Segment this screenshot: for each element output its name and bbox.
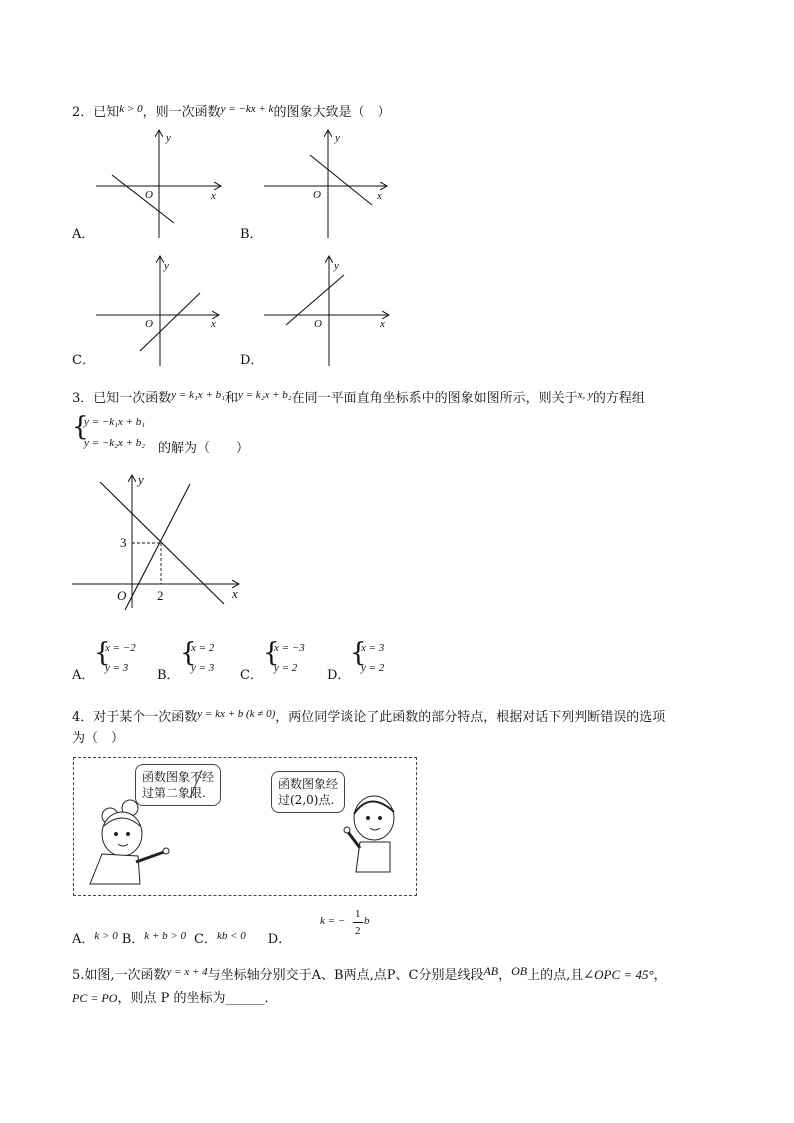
q3-vars: x, y bbox=[577, 389, 593, 401]
q5-condition: PC = PO bbox=[72, 991, 118, 1005]
q2-graph-d bbox=[258, 253, 398, 368]
q4-function: y = kx + b (k ≠ 0) bbox=[197, 708, 276, 720]
q2-option-d-label: D． bbox=[240, 353, 264, 368]
q5-line2 bbox=[72, 990, 277, 1007]
q2-option-b-label: B． bbox=[240, 227, 263, 242]
q2-b-x-label: x bbox=[377, 190, 382, 202]
q4-option-b-label: B． bbox=[121, 932, 145, 947]
q3-function-2: y = k₂x + b₂ bbox=[237, 389, 292, 401]
q2-graph-a bbox=[90, 125, 230, 240]
q3-option-b-line2: y = 3 bbox=[191, 662, 215, 674]
q3-option-a-brace: { bbox=[94, 638, 111, 668]
q4-option-d-lhs: k = − bbox=[320, 915, 346, 927]
q2-function: y = −kx + k bbox=[220, 103, 274, 115]
q2-graph-c bbox=[90, 253, 230, 368]
q3-system-eq1: y = −k₁x + b₁ bbox=[84, 416, 146, 428]
q3-system-eq2: y = −k₂x + b₂ bbox=[84, 437, 146, 449]
q2-b-y-label: y bbox=[335, 132, 340, 144]
q4-boy-speech-bubble bbox=[271, 771, 345, 813]
q4-option-a-label: A． bbox=[72, 932, 95, 947]
q2-text-c: 的图象大致是（ ） bbox=[273, 105, 391, 120]
q4-option-d-label: D． bbox=[267, 932, 292, 947]
q5-function: y = x + 4 bbox=[166, 966, 208, 978]
q4-option-c: kb < 0 bbox=[216, 930, 246, 942]
q5-line1 bbox=[72, 963, 667, 984]
q4-stem-line1 bbox=[72, 706, 665, 726]
q2-b-origin: O bbox=[313, 189, 321, 201]
q4-girl-line2: 过第二象限. bbox=[142, 786, 206, 800]
q2-c-origin: O bbox=[145, 318, 153, 330]
line-1 bbox=[100, 482, 224, 604]
q4-option-d-denominator: 2 bbox=[355, 925, 361, 937]
q5-angle: ∠OPC = 45° bbox=[583, 967, 654, 982]
q5-separator: ， bbox=[498, 968, 512, 983]
q4-option-d-rhs: b bbox=[364, 915, 370, 927]
q3-stem bbox=[72, 387, 645, 407]
q3-option-a-line1: x = −2 bbox=[105, 642, 136, 654]
q5-text-a: 5.如图,一次函数 bbox=[72, 968, 167, 983]
q3-option-d-line2: y = 2 bbox=[361, 662, 385, 674]
q3-number: 3． bbox=[72, 391, 94, 406]
q3-option-b-line1: x = 2 bbox=[191, 642, 215, 654]
q5-question: ，则点 P 的坐标为______． bbox=[117, 991, 278, 1006]
q4-option-d-numerator: 1 bbox=[355, 908, 361, 920]
q4-option-b: k + b > 0 bbox=[144, 930, 186, 942]
q5-line1-end: ， bbox=[653, 968, 667, 983]
q3-option-a-label: A． bbox=[72, 668, 95, 683]
q5-text-c: 上的点,且 bbox=[527, 968, 584, 983]
q3-y-label: y bbox=[138, 472, 144, 487]
q3-option-a-line2: y = 3 bbox=[105, 662, 129, 674]
q2-condition: k > 0 bbox=[119, 103, 143, 115]
q4-stem-line2: 为（ ） bbox=[72, 731, 125, 746]
q3-option-d-line1: x = 3 bbox=[361, 642, 385, 654]
q3-x-label: x bbox=[232, 586, 238, 601]
q3-text-a: 已知一次函数 bbox=[93, 391, 172, 406]
q2-a-origin: O bbox=[145, 189, 153, 201]
q3-text-and: 和 bbox=[224, 391, 238, 406]
q3-text-b: 在同一平面直角坐标系中的图象如图所示，则关于 bbox=[291, 391, 578, 406]
q5-segment-ob: OB bbox=[511, 964, 528, 978]
q4-option-a: k > 0 bbox=[94, 930, 118, 942]
q3-tick-y: 3 bbox=[120, 535, 127, 550]
q2-number: 2． bbox=[72, 105, 94, 120]
q2-d-x-label: x bbox=[380, 318, 385, 330]
function-line bbox=[112, 175, 174, 223]
q4-boy-illustration bbox=[340, 790, 410, 890]
q3-tick-x: 2 bbox=[157, 588, 164, 603]
q3-option-b-label: B． bbox=[157, 668, 180, 683]
q4-text-b: ，两位同学谈论了此函数的部分特点，根据对话下列判断错误的选项 bbox=[275, 710, 666, 725]
q2-c-y-label: y bbox=[164, 260, 169, 272]
q3-function-1: y = k₁x + b₁ bbox=[171, 389, 225, 401]
q2-option-c-label: C． bbox=[72, 353, 95, 368]
q3-origin: O bbox=[117, 588, 127, 603]
q3-option-c-brace: { bbox=[263, 638, 280, 668]
q5-text-b: 与坐标轴分别交于A、B两点,点P、C分别是线段 bbox=[207, 968, 484, 983]
q3-option-d-label: D． bbox=[327, 668, 351, 683]
q3-option-d-brace: { bbox=[350, 638, 367, 668]
q4-boy-line2: 过(2,0)点. bbox=[278, 793, 335, 807]
q3-option-c-line1: x = −3 bbox=[274, 642, 305, 654]
q2-option-a-label: A． bbox=[72, 227, 95, 242]
q3-text-d: 的解为（ ） bbox=[158, 441, 250, 456]
q5-segment-ab: AB bbox=[483, 964, 499, 978]
q3-option-b-brace: { bbox=[180, 638, 197, 668]
q2-d-origin: O bbox=[314, 318, 322, 330]
q3-system-brace: { bbox=[72, 412, 89, 442]
q2-d-y-label: y bbox=[334, 260, 339, 272]
q4-options bbox=[72, 928, 291, 948]
q2-c-x-label: x bbox=[211, 318, 216, 330]
q3-text-c: 的方程组 bbox=[592, 391, 645, 406]
q3-option-c-line2: y = 2 bbox=[274, 662, 298, 674]
q2-text-b: ，则一次函数 bbox=[142, 105, 221, 120]
q4-boy-line1: 函数图象经 bbox=[278, 777, 339, 791]
q4-option-c-label: C． bbox=[194, 932, 217, 947]
q2-a-y-label: y bbox=[166, 132, 171, 144]
q4-girl-illustration bbox=[80, 796, 190, 888]
q2-graph-b bbox=[258, 125, 398, 240]
q2-a-x-label: x bbox=[211, 190, 216, 202]
q4-girl-line1: 函数图象不经 bbox=[142, 770, 215, 784]
q2-text-a: 已知 bbox=[93, 105, 120, 120]
q4-number: 4． bbox=[72, 710, 94, 725]
q4-text-a: 对于某个一次函数 bbox=[93, 710, 198, 725]
q2-stem bbox=[72, 101, 390, 121]
q3-option-c-label: C． bbox=[240, 668, 263, 683]
